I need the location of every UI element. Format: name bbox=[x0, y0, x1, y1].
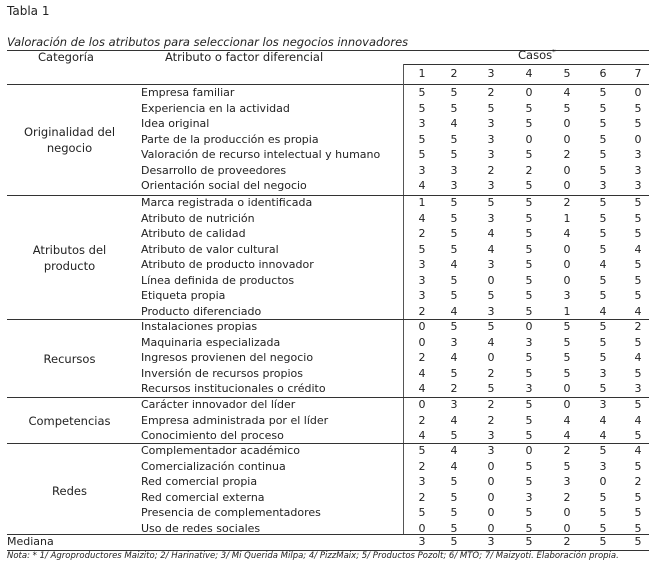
case-value: 4 bbox=[418, 211, 426, 225]
case-number-2: 2 bbox=[450, 67, 458, 80]
case-value: 5 bbox=[487, 289, 495, 302]
case-value: 5 bbox=[525, 289, 533, 302]
attribute-label: Atributo de nutrición bbox=[141, 211, 255, 225]
case-value: 4 bbox=[563, 227, 571, 240]
case-value: 5 bbox=[450, 429, 458, 442]
case-value: 4 bbox=[418, 179, 426, 192]
case-value: 2 bbox=[450, 382, 458, 395]
cases-header: Casos* bbox=[518, 48, 556, 62]
category-header: Categoría bbox=[38, 50, 94, 64]
case-value: 0 bbox=[418, 335, 426, 349]
case-value: 2 bbox=[418, 490, 426, 504]
case-value: 4 bbox=[634, 304, 642, 318]
attribute-label: Recursos institucionales o crédito bbox=[141, 382, 326, 395]
case-value: 5 bbox=[525, 196, 533, 209]
case-value: 3 bbox=[487, 304, 495, 318]
case-value: 0 bbox=[563, 117, 571, 130]
case-value: 0 bbox=[487, 490, 495, 504]
case-value: 3 bbox=[487, 179, 495, 192]
case-value: 5 bbox=[487, 320, 495, 333]
case-value: 5 bbox=[599, 521, 607, 535]
table-row bbox=[0, 460, 659, 476]
case-value: 3 bbox=[418, 117, 426, 130]
case-value: 3 bbox=[487, 117, 495, 130]
case-value: 5 bbox=[599, 196, 607, 209]
table-number: Tabla 1 bbox=[7, 4, 50, 18]
case-value: 4 bbox=[563, 413, 571, 427]
case-value: 5 bbox=[634, 211, 642, 225]
case-value: 4 bbox=[599, 258, 607, 271]
case-value: 3 bbox=[450, 179, 458, 192]
case-value: 3 bbox=[418, 273, 426, 287]
case-value: 0 bbox=[563, 242, 571, 256]
case-value: 5 bbox=[634, 521, 642, 535]
case-value: 3 bbox=[634, 163, 642, 177]
attribute-label: Carácter innovador del líder bbox=[141, 398, 296, 411]
attribute-header: Atributo o factor diferencial bbox=[165, 50, 324, 64]
case-value: 3 bbox=[599, 459, 607, 473]
case-value: 5 bbox=[634, 101, 642, 115]
attribute-label: Atributo de calidad bbox=[141, 227, 246, 240]
category-label: Originalidad del negocio bbox=[23, 125, 116, 156]
case-value: 5 bbox=[525, 366, 533, 380]
case-value: 0 bbox=[525, 444, 533, 457]
case-value: 4 bbox=[599, 429, 607, 442]
case-value: 3 bbox=[563, 475, 571, 488]
category-label: Atributos del producto bbox=[32, 243, 107, 273]
case-value: 0 bbox=[487, 273, 495, 287]
case-value: 4 bbox=[418, 366, 426, 380]
case-value: 3 bbox=[634, 179, 642, 192]
case-value: 5 bbox=[563, 459, 571, 473]
case-value: 4 bbox=[487, 227, 495, 240]
case-value: 5 bbox=[634, 196, 642, 209]
case-value: 2 bbox=[634, 320, 642, 333]
median-value: 3 bbox=[487, 535, 495, 548]
attribute-label: Inversión de recursos propios bbox=[141, 366, 304, 380]
case-value: 5 bbox=[525, 148, 533, 161]
case-value: 5 bbox=[450, 273, 458, 287]
case-value: 0 bbox=[487, 459, 495, 473]
case-value: 2 bbox=[563, 148, 571, 161]
case-value: 5 bbox=[418, 444, 426, 457]
case-value: 5 bbox=[634, 459, 642, 473]
case-value: 2 bbox=[487, 413, 495, 427]
case-value: 3 bbox=[450, 163, 458, 177]
attribute-label: Uso de redes sociales bbox=[141, 521, 261, 535]
case-value: 3 bbox=[487, 132, 495, 146]
case-value: 5 bbox=[450, 490, 458, 504]
case-value: 5 bbox=[525, 258, 533, 271]
case-value: 5 bbox=[450, 86, 458, 99]
attribute-label: Ingresos provienen del negocio bbox=[141, 351, 314, 364]
case-value: 0 bbox=[563, 258, 571, 271]
case-value: 5 bbox=[525, 475, 533, 488]
case-value: 5 bbox=[563, 366, 571, 380]
case-value: 3 bbox=[487, 258, 495, 271]
case-value: 5 bbox=[450, 366, 458, 380]
case-value: 1 bbox=[563, 211, 571, 225]
case-value: 5 bbox=[525, 179, 533, 192]
case-value: 5 bbox=[599, 117, 607, 130]
case-value: 5 bbox=[634, 117, 642, 130]
case-value: 1 bbox=[418, 196, 426, 209]
case-value: 3 bbox=[450, 335, 458, 349]
case-value: 0 bbox=[418, 521, 426, 535]
case-value: 5 bbox=[599, 320, 607, 333]
case-value: 0 bbox=[563, 179, 571, 192]
case-value: 5 bbox=[525, 117, 533, 130]
table-row bbox=[0, 382, 659, 398]
case-value: 5 bbox=[599, 289, 607, 302]
case-value: 5 bbox=[563, 351, 571, 364]
case-number-5: 5 bbox=[563, 67, 571, 80]
table-row bbox=[0, 506, 659, 522]
case-number-3: 3 bbox=[487, 67, 495, 80]
case-value: 4 bbox=[450, 351, 458, 364]
case-value: 4 bbox=[450, 413, 458, 427]
case-value: 5 bbox=[525, 227, 533, 240]
case-value: 1 bbox=[563, 304, 571, 318]
header-rule bbox=[7, 84, 649, 85]
case-value: 5 bbox=[525, 413, 533, 427]
case-value: 0 bbox=[634, 132, 642, 146]
case-value: 5 bbox=[599, 148, 607, 161]
case-value: 3 bbox=[487, 429, 495, 442]
case-value: 5 bbox=[634, 335, 642, 349]
case-value: 2 bbox=[487, 163, 495, 177]
table-note: Nota: * 1/ Agroproductores Maizito; 2/ Harinative; 3/ Mi Querida Milpa; 4/ PizzMaix; 5/ Productos Pozolt; 6/ MTO; 7/ Maizyoti. Elaboración propia. bbox=[7, 551, 619, 561]
table-row bbox=[0, 227, 659, 243]
case-value: 5 bbox=[599, 227, 607, 240]
case-value: 4 bbox=[634, 351, 642, 364]
table-row bbox=[0, 320, 659, 336]
attribute-label: Red comercial propia bbox=[141, 475, 258, 488]
table-row bbox=[0, 289, 659, 305]
median-value: 5 bbox=[525, 535, 533, 548]
case-value: 5 bbox=[487, 196, 495, 209]
case-value: 5 bbox=[525, 211, 533, 225]
case-value: 3 bbox=[418, 475, 426, 488]
case-value: 5 bbox=[563, 335, 571, 349]
case-value: 5 bbox=[418, 242, 426, 256]
case-value: 5 bbox=[599, 351, 607, 364]
case-value: 5 bbox=[525, 459, 533, 473]
case-value: 3 bbox=[487, 444, 495, 457]
case-value: 2 bbox=[418, 413, 426, 427]
case-value: 5 bbox=[599, 132, 607, 146]
case-value: 0 bbox=[563, 506, 571, 519]
case-value: 3 bbox=[418, 289, 426, 302]
case-value: 5 bbox=[418, 148, 426, 161]
case-number-4: 4 bbox=[525, 67, 533, 80]
case-value: 2 bbox=[418, 351, 426, 364]
table-row bbox=[0, 164, 659, 180]
attribute-label: Valoración de recurso intelectual y humano bbox=[141, 148, 381, 161]
case-value: 0 bbox=[599, 475, 607, 488]
case-value: 0 bbox=[563, 521, 571, 535]
attribute-label: Marca registrada o identificada bbox=[141, 196, 313, 209]
case-value: 0 bbox=[487, 351, 495, 364]
attribute-label: Etiqueta propia bbox=[141, 289, 226, 302]
table-row bbox=[0, 367, 659, 383]
case-value: 2 bbox=[563, 444, 571, 457]
case-value: 4 bbox=[599, 413, 607, 427]
case-value: 0 bbox=[418, 398, 426, 411]
case-number-7: 7 bbox=[634, 67, 642, 80]
case-value: 5 bbox=[634, 366, 642, 380]
cases-footnote-mark: * bbox=[552, 48, 556, 57]
case-value: 5 bbox=[634, 273, 642, 287]
case-value: 5 bbox=[450, 506, 458, 519]
case-value: 5 bbox=[563, 101, 571, 115]
case-value: 4 bbox=[450, 258, 458, 271]
attribute-label: Conocimiento del proceso bbox=[141, 429, 284, 442]
case-value: 4 bbox=[487, 335, 495, 349]
table-row bbox=[0, 274, 659, 290]
case-value: 5 bbox=[418, 506, 426, 519]
case-value: 5 bbox=[418, 101, 426, 115]
table-row bbox=[0, 196, 659, 212]
attribute-label: Empresa administrada por el líder bbox=[141, 413, 329, 427]
case-value: 0 bbox=[525, 132, 533, 146]
case-value: 2 bbox=[563, 196, 571, 209]
case-value: 4 bbox=[634, 242, 642, 256]
case-value: 0 bbox=[487, 506, 495, 519]
median-value: 2 bbox=[563, 535, 571, 548]
case-value: 2 bbox=[487, 398, 495, 411]
attribute-label: Complementador académico bbox=[141, 444, 301, 457]
table-caption: Valoración de los atributos para seleccionar los negocios innovadores bbox=[7, 35, 409, 49]
case-value: 5 bbox=[599, 506, 607, 519]
median-value: 3 bbox=[418, 535, 426, 548]
case-value: 3 bbox=[563, 289, 571, 302]
case-value: 4 bbox=[450, 304, 458, 318]
case-value: 5 bbox=[599, 101, 607, 115]
attribute-label: Idea original bbox=[141, 117, 210, 130]
table-row bbox=[0, 102, 659, 118]
case-value: 4 bbox=[450, 444, 458, 457]
case-value: 0 bbox=[563, 132, 571, 146]
case-value: 5 bbox=[599, 444, 607, 457]
attribute-label: Orientación social del negocio bbox=[141, 179, 307, 192]
attribute-label: Experiencia en la actividad bbox=[141, 101, 290, 115]
table-row bbox=[0, 212, 659, 228]
case-value: 5 bbox=[599, 211, 607, 225]
case-value: 5 bbox=[525, 506, 533, 519]
case-value: 3 bbox=[525, 490, 533, 504]
case-value: 5 bbox=[599, 490, 607, 504]
case-value: 5 bbox=[418, 132, 426, 146]
table-row bbox=[0, 444, 659, 460]
case-value: 5 bbox=[599, 335, 607, 349]
case-value: 2 bbox=[418, 227, 426, 240]
case-value: 5 bbox=[450, 289, 458, 302]
case-value: 5 bbox=[450, 101, 458, 115]
case-value: 5 bbox=[634, 289, 642, 302]
case-value: 5 bbox=[487, 382, 495, 395]
case-value: 2 bbox=[525, 163, 533, 177]
case-value: 0 bbox=[525, 320, 533, 333]
case-value: 5 bbox=[450, 132, 458, 146]
group-rule bbox=[7, 195, 649, 196]
case-value: 5 bbox=[450, 148, 458, 161]
case-value: 3 bbox=[599, 366, 607, 380]
case-value: 2 bbox=[487, 366, 495, 380]
case-value: 4 bbox=[563, 429, 571, 442]
category-label: Recursos bbox=[43, 351, 96, 366]
median-value: 5 bbox=[599, 535, 607, 548]
case-value: 5 bbox=[563, 320, 571, 333]
case-value: 3 bbox=[634, 382, 642, 395]
case-value: 3 bbox=[450, 398, 458, 411]
attribute-label: Desarrollo de proveedores bbox=[141, 163, 287, 177]
category-label: Competencias bbox=[28, 414, 111, 429]
case-value: 5 bbox=[487, 101, 495, 115]
case-value: 5 bbox=[599, 382, 607, 395]
case-number-1: 1 bbox=[418, 67, 426, 80]
case-value: 5 bbox=[450, 196, 458, 209]
case-value: 5 bbox=[450, 521, 458, 535]
group-rule bbox=[7, 319, 649, 320]
case-value: 5 bbox=[525, 521, 533, 535]
case-value: 2 bbox=[563, 490, 571, 504]
case-value: 5 bbox=[525, 242, 533, 256]
attribute-label: Línea definida de productos bbox=[141, 273, 295, 287]
case-value: 5 bbox=[525, 304, 533, 318]
case-value: 5 bbox=[634, 429, 642, 442]
table-row bbox=[0, 336, 659, 352]
case-value: 3 bbox=[487, 211, 495, 225]
case-value: 5 bbox=[525, 351, 533, 364]
table-row bbox=[0, 305, 659, 321]
case-value: 5 bbox=[450, 320, 458, 333]
case-value: 2 bbox=[634, 475, 642, 488]
table-row bbox=[0, 86, 659, 102]
case-value: 3 bbox=[418, 258, 426, 271]
case-value: 3 bbox=[634, 148, 642, 161]
case-value: 0 bbox=[418, 320, 426, 333]
case-value: 5 bbox=[634, 490, 642, 504]
case-value: 0 bbox=[487, 521, 495, 535]
case-value: 4 bbox=[563, 86, 571, 99]
case-value: 2 bbox=[487, 86, 495, 99]
attribute-label: Parte de la producción es propia bbox=[141, 132, 319, 146]
case-value: 0 bbox=[563, 273, 571, 287]
case-value: 3 bbox=[487, 148, 495, 161]
table-row bbox=[0, 179, 659, 195]
attribute-label: Atributo de producto innovador bbox=[141, 258, 314, 271]
case-value: 5 bbox=[634, 258, 642, 271]
case-value: 4 bbox=[634, 413, 642, 427]
attribute-label: Empresa familiar bbox=[141, 86, 235, 99]
case-value: 2 bbox=[418, 459, 426, 473]
case-value: 5 bbox=[599, 273, 607, 287]
attribute-label: Red comercial externa bbox=[141, 490, 265, 504]
case-value: 5 bbox=[525, 398, 533, 411]
case-value: 0 bbox=[634, 86, 642, 99]
case-value: 5 bbox=[525, 101, 533, 115]
case-value: 5 bbox=[418, 86, 426, 99]
case-value: 0 bbox=[525, 86, 533, 99]
cases-rule bbox=[403, 64, 649, 65]
case-value: 0 bbox=[563, 382, 571, 395]
case-number-6: 6 bbox=[599, 67, 607, 80]
case-value: 4 bbox=[418, 429, 426, 442]
case-value: 0 bbox=[563, 163, 571, 177]
case-value: 4 bbox=[634, 444, 642, 457]
case-value: 4 bbox=[450, 117, 458, 130]
case-value: 0 bbox=[487, 475, 495, 488]
case-value: 3 bbox=[525, 382, 533, 395]
group-rule bbox=[7, 397, 649, 398]
case-value: 3 bbox=[599, 179, 607, 192]
case-value: 3 bbox=[418, 163, 426, 177]
case-value: 5 bbox=[634, 398, 642, 411]
case-value: 5 bbox=[450, 242, 458, 256]
case-value: 5 bbox=[634, 506, 642, 519]
median-value: 5 bbox=[450, 535, 458, 548]
case-value: 5 bbox=[450, 227, 458, 240]
case-value: 0 bbox=[563, 398, 571, 411]
median-value: 5 bbox=[634, 535, 642, 548]
case-value: 5 bbox=[525, 429, 533, 442]
case-value: 5 bbox=[599, 86, 607, 99]
attribute-label: Comercialización continua bbox=[141, 459, 286, 473]
attribute-label: Presencia de complementadores bbox=[141, 506, 321, 519]
case-value: 5 bbox=[450, 475, 458, 488]
attribute-label: Instalaciones propias bbox=[141, 320, 258, 333]
case-value: 5 bbox=[599, 242, 607, 256]
case-value: 4 bbox=[599, 304, 607, 318]
case-value: 3 bbox=[525, 335, 533, 349]
table-row bbox=[0, 398, 659, 414]
case-value: 2 bbox=[418, 304, 426, 318]
attribute-label: Maquinaria especializada bbox=[141, 335, 281, 349]
group-rule bbox=[7, 443, 649, 444]
category-label: Redes bbox=[52, 483, 87, 498]
case-value: 5 bbox=[634, 227, 642, 240]
case-value: 4 bbox=[450, 459, 458, 473]
median-row bbox=[0, 535, 659, 551]
case-value: 3 bbox=[599, 398, 607, 411]
median-label: Mediana bbox=[7, 535, 54, 548]
case-value: 5 bbox=[450, 211, 458, 225]
case-value: 4 bbox=[487, 242, 495, 256]
attribute-label: Producto diferenciado bbox=[141, 304, 262, 318]
attribute-label: Atributo de valor cultural bbox=[141, 242, 279, 256]
case-value: 5 bbox=[599, 163, 607, 177]
case-value: 4 bbox=[418, 382, 426, 395]
case-value: 5 bbox=[525, 273, 533, 287]
